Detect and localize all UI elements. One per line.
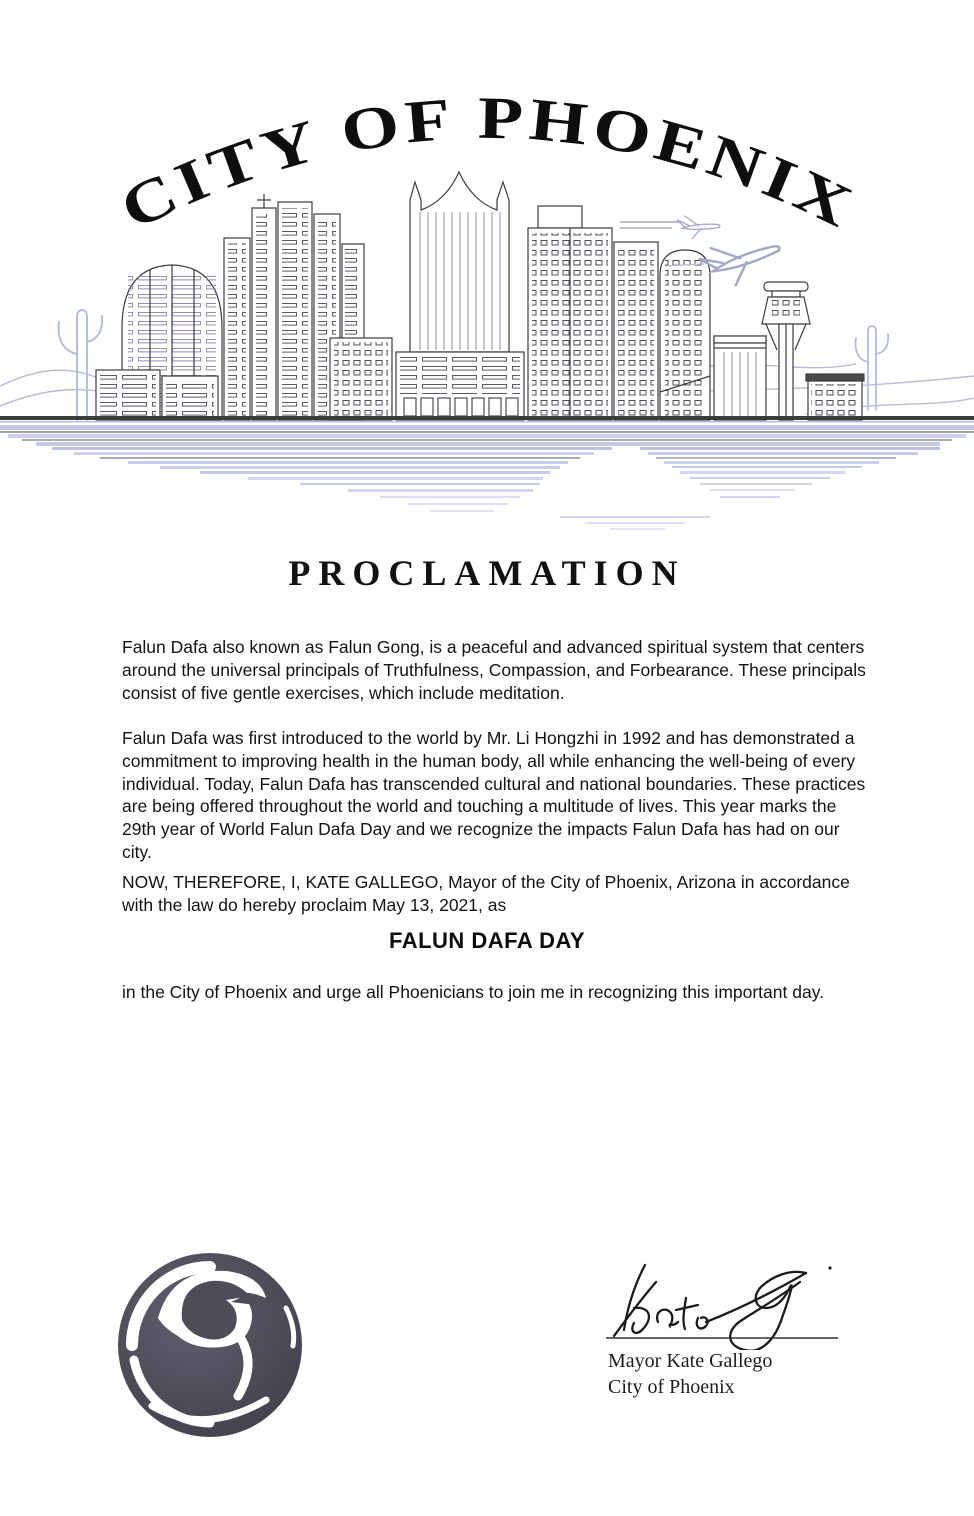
paragraph-closing: in the City of Phoenix and urge all Phoenicians to join me in recognizing this important day. [122,982,825,1002]
phoenix-bird-logo [98,1238,320,1450]
signature-block [608,1348,908,1401]
paragraph-intro: Falun Dafa also known as Falun Gong, is a peaceful and advanced spiritual system that centers around the universal principals of Truthfulness, Compassion, and Forbearance. These principals consist of five gentle exercises, which include meditation. [122,637,866,703]
water-reflection [0,425,974,530]
signer-org: City of Phoenix [608,1376,735,1399]
proclamation-heading: PROCLAMATION [288,553,686,593]
airplane-icon [620,214,721,240]
paragraph-history: Falun Dafa was first introduced to the world by Mr. Li Hongzhi in 1992 and has demonstrated a commitment to improving health in the human body, all while enhancing the well-being of every individual. Today, Falun Dafa has transcended cultural and national boundaries. These practices are being offered throughout the world and touching a multitude of lives. This year marks the 29th year of World Falun Dafa Day and we recognize the impacts Falun Dafa has had on our city. [122,728,866,862]
day-title: FALUN DAFA DAY [388,928,586,953]
city-title-textpath: CITY OF PHOENIX [110,84,856,243]
signature-handwriting [594,1252,854,1350]
buildings-group [96,172,864,420]
skyline-illustration [0,148,974,538]
ground-line [0,416,974,420]
paragraph-now-therefore: NOW, THEREFORE, I, KATE GALLEGO, Mayor of the City of Phoenix, Arizona in accordance with the law do hereby proclaim May 13, 2021, as [122,872,850,915]
signer-name: Mayor Kate Gallego [608,1350,773,1372]
